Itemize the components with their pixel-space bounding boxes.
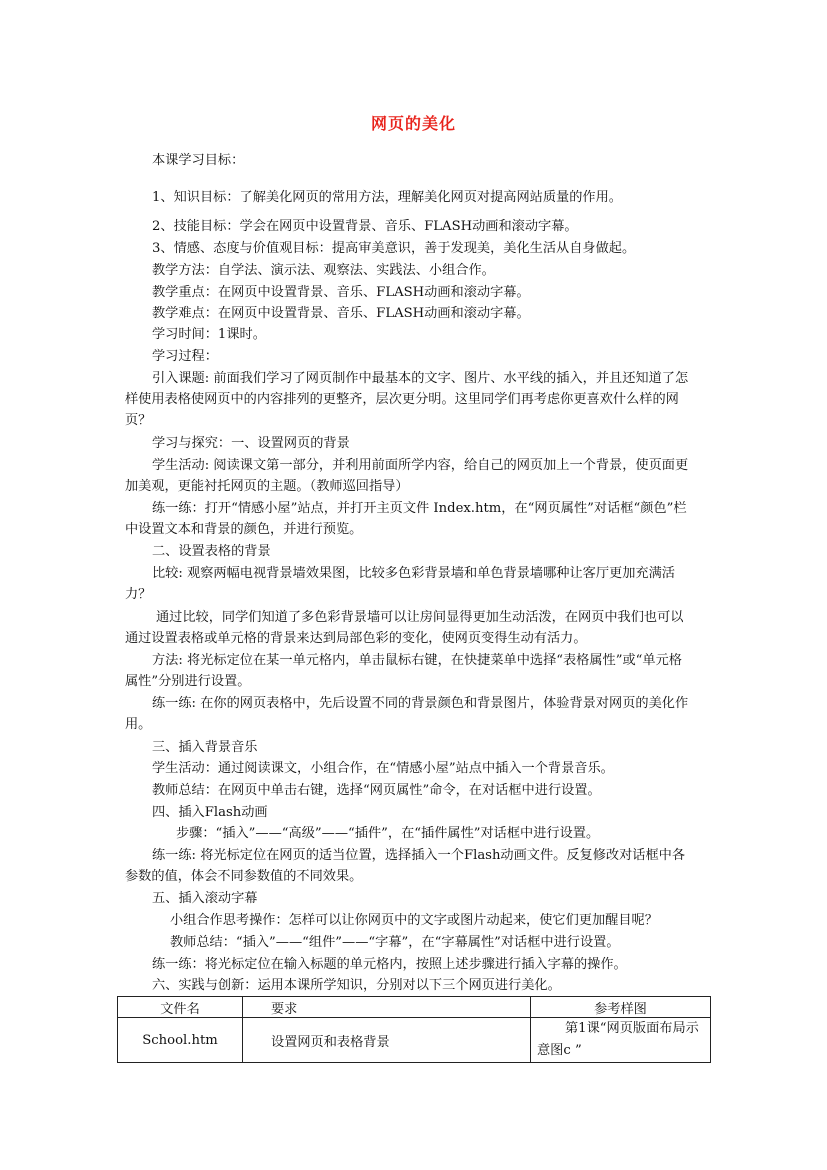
header-filename: 文件名 <box>118 997 243 1018</box>
study-process: 学习过程： <box>152 349 218 364</box>
section-4-heading: 四、插入Flash动画 <box>152 805 268 820</box>
section-6-heading: 六、实践与创新：运用本课所学知识，分别对以下三个网页进行美化。 <box>152 978 561 993</box>
cell-sample: 第1课“网页版面布局示意图c ” <box>531 1018 711 1063</box>
table-row <box>118 1018 711 1063</box>
intro-paragraph: 引入课题: 前面我们学习了网页制作中最基本的文字、图片、水平线的插入，并且还知道了怎样使用表格使网页中的内容排列的更整齐，层次更分明。这里同学们再考虑你更喜欢什么样的网页？ <box>125 371 689 428</box>
cell-requirement: 设置网页和表格背景 <box>243 1018 531 1063</box>
method-paragraph: 方法: 将光标定位在某一单元格内，单击鼠标右键，在快捷菜单中选择“表格属性”或“单元格属性”分别进行设置。 <box>125 653 682 689</box>
teacher-summary-3: 教师总结：在网页中单击右键，选择“网页属性”命令，在对话框中进行设置。 <box>152 783 601 798</box>
goal-emotion: 3、情感、态度与价值观目标：提高审美意识，善于发现美，美化生活从自身做起。 <box>152 241 636 256</box>
page-title: 网页的美化 <box>370 114 456 133</box>
goal-skill: 2、技能目标：学会在网页中设置背景、音乐、FLASH动画和滚动字幕。 <box>152 219 578 234</box>
practice-1: 练一练：打开“情感小屋”站点，并打开主页文件 Index.htm，在“网页属性”对话框“颜色”栏中设置文本和背景的颜色，并进行预览。 <box>125 501 687 537</box>
steps-4: 步骤：“插入”——“高级”——“插件”，在“插件属性”对话框中进行设置。 <box>176 826 600 841</box>
table-header-row <box>118 997 711 1018</box>
group-question-5: 小组合作思考操作：怎样可以让你网页中的文字或图片动起来，使它们更加醒目呢？ <box>170 913 658 928</box>
section-3-heading: 三、插入背景音乐 <box>152 740 258 755</box>
goals-heading: 本课学习目标： <box>152 153 245 168</box>
cell-filename: School.htm <box>118 1018 243 1063</box>
practice-4: 练一练: 将光标定位在网页的适当位置，选择插入一个Flash动画文件。反复修改对话框中各参数的值，体会不同参数值的不同效果。 <box>125 848 686 884</box>
compare-paragraph: 比较: 观察两幅电视背景墙效果图，比较多色彩背景墙和单色背景墙哪种让客厅更加充满活力？ <box>125 566 675 602</box>
student-activity-1: 学生活动: 阅读课文第一部分，并利用前面所学内容，给自己的网页加上一个背景，使页面更加美观，更能衬托网页的主题。（教师巡回指导） <box>125 458 689 494</box>
teaching-method: 教学方法：自学法、演示法、观察法、实践法、小组合作。 <box>152 263 495 278</box>
teaching-difficulty: 教学难点：在网页中设置背景、音乐、FLASH动画和滚动字幕。 <box>152 306 530 321</box>
section-5-heading: 五、插入滚动字幕 <box>152 891 258 906</box>
section-1-heading: 学习与探究：一、设置网页的背景 <box>152 436 350 451</box>
teacher-summary-5: 教师总结：“插入”——“组件”——“字幕”，在“字幕属性”对话框中进行设置。 <box>170 935 620 950</box>
header-sample: 参考样图 <box>531 997 711 1018</box>
study-time: 学习时间：1课时。 <box>152 327 266 342</box>
conclusion-paragraph: 通过比较，同学们知道了多色彩背景墙可以让房间显得更加生动活泼，在网页中我们也可以通过设置表格或单元格的背景来达到局部色彩的变化，使网页变得生动有活力。 <box>125 610 684 646</box>
practice-2: 练一练: 在你的网页表格中，先后设置不同的背景颜色和背景图片，体验背景对网页的美化作用。 <box>125 696 689 732</box>
exercise-table <box>117 996 711 1063</box>
student-activity-3: 学生活动：通过阅读课文，小组合作，在“情感小屋”站点中插入一个背景音乐。 <box>152 761 614 776</box>
goal-knowledge: 1、知识目标：了解美化网页的常用方法，理解美化网页对提高网站质量的作用。 <box>152 190 622 205</box>
teaching-key-point: 教学重点：在网页中设置背景、音乐、FLASH动画和滚动字幕。 <box>152 285 530 300</box>
practice-5: 练一练：将光标定位在输入标题的单元格内，按照上述步骤进行插入字幕的操作。 <box>152 957 627 972</box>
header-requirement: 要求 <box>243 997 531 1018</box>
section-2-heading: 二、设置表格的背景 <box>152 544 271 559</box>
